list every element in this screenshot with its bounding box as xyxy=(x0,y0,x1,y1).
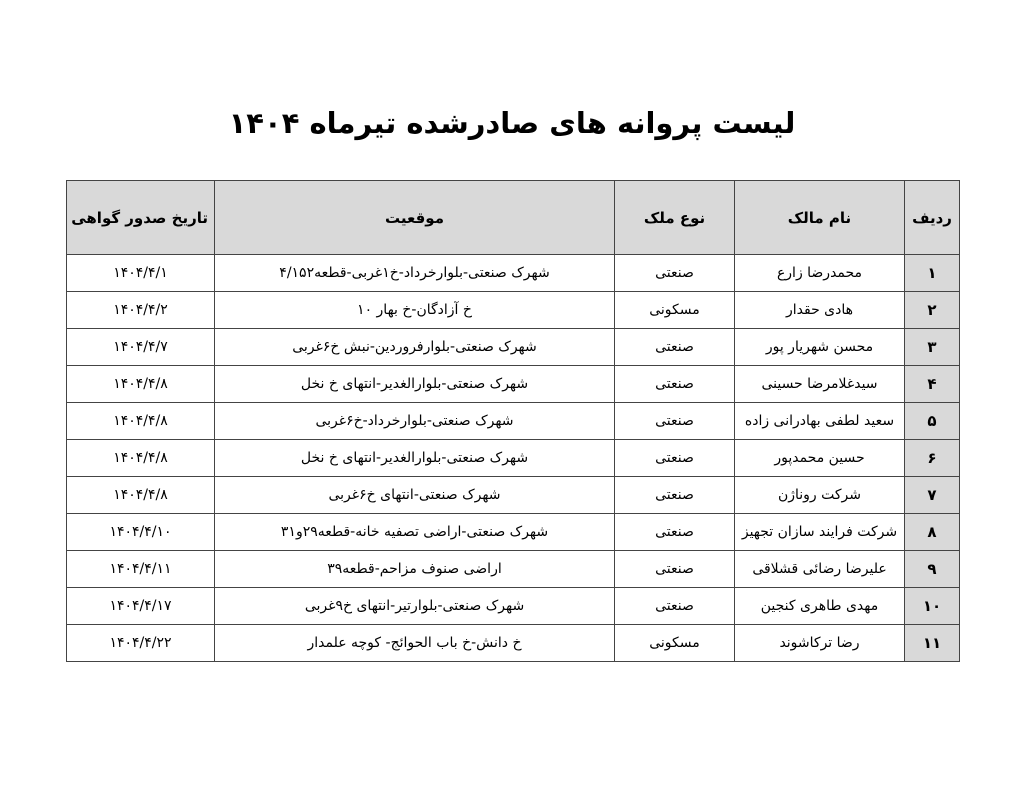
cell-property-type: مسکونی xyxy=(615,625,735,662)
cell-owner: مهدی طاهری کنجین xyxy=(735,588,905,625)
table-row xyxy=(67,477,960,514)
cell-owner: رضا ترکاشوند xyxy=(735,625,905,662)
cell-issue-date: ۱۴۰۴/۴/۸ xyxy=(67,366,215,403)
cell-location: شهرک صنعتی-بلوارخرداد-خ۱غربی-قطعه۴/۱۵۲ xyxy=(215,255,615,292)
cell-location: شهرک صنعتی-بلوارخرداد-خ۶غربی xyxy=(215,403,615,440)
table-row xyxy=(67,514,960,551)
cell-owner: محسن شهریار پور xyxy=(735,329,905,366)
cell-property-type: صنعتی xyxy=(615,440,735,477)
cell-issue-date: ۱۴۰۴/۴/۸ xyxy=(67,403,215,440)
table-row xyxy=(67,255,960,292)
cell-issue-date: ۱۴۰۴/۴/۲ xyxy=(67,292,215,329)
cell-row-number: ۵ xyxy=(905,403,960,440)
cell-property-type: صنعتی xyxy=(615,403,735,440)
cell-row-number: ۱۱ xyxy=(905,625,960,662)
header-issue-date: تاریخ صدور گواهی xyxy=(67,181,215,255)
cell-issue-date: ۱۴۰۴/۴/۲۲ xyxy=(67,625,215,662)
cell-issue-date: ۱۴۰۴/۴/۸ xyxy=(67,440,215,477)
table-row xyxy=(67,403,960,440)
cell-owner: سعید لطفی بهادرانی زاده xyxy=(735,403,905,440)
cell-property-type: صنعتی xyxy=(615,329,735,366)
cell-property-type: صنعتی xyxy=(615,477,735,514)
cell-issue-date: ۱۴۰۴/۴/۱۰ xyxy=(67,514,215,551)
cell-owner: حسین محمدپور xyxy=(735,440,905,477)
header-owner: نام مالک xyxy=(735,181,905,255)
cell-location: شهرک صنعتی-بلوارالغدیر-انتهای خ نخل xyxy=(215,366,615,403)
cell-location: اراضی صنوف مزاحم-قطعه۳۹ xyxy=(215,551,615,588)
cell-row-number: ۴ xyxy=(905,366,960,403)
cell-issue-date: ۱۴۰۴/۴/۱ xyxy=(67,255,215,292)
cell-property-type: صنعتی xyxy=(615,366,735,403)
table-row xyxy=(67,551,960,588)
cell-issue-date: ۱۴۰۴/۴/۸ xyxy=(67,477,215,514)
table-row xyxy=(67,588,960,625)
cell-property-type: صنعتی xyxy=(615,514,735,551)
cell-row-number: ۹ xyxy=(905,551,960,588)
cell-owner: شرکت روناژن xyxy=(735,477,905,514)
cell-issue-date: ۱۴۰۴/۴/۷ xyxy=(67,329,215,366)
table-row xyxy=(67,329,960,366)
permits-table xyxy=(66,180,960,662)
cell-property-type: صنعتی xyxy=(615,551,735,588)
cell-location: شهرک صنعتی-بلوارالغدیر-انتهای خ نخل xyxy=(215,440,615,477)
cell-row-number: ۶ xyxy=(905,440,960,477)
cell-location: شهرک صنعتی-بلوارفروردین-نبش خ۶غربی xyxy=(215,329,615,366)
cell-location: شهرک صنعتی-بلوارتیر-انتهای خ۹غربی xyxy=(215,588,615,625)
header-location: موقعیت xyxy=(215,181,615,255)
cell-property-type: صنعتی xyxy=(615,588,735,625)
cell-issue-date: ۱۴۰۴/۴/۱۱ xyxy=(67,551,215,588)
table-row xyxy=(67,625,960,662)
cell-location: خ دانش-خ باب الحوائج- کوچه علمدار xyxy=(215,625,615,662)
cell-owner: هادی حقدار xyxy=(735,292,905,329)
cell-row-number: ۱۰ xyxy=(905,588,960,625)
cell-row-number: ۸ xyxy=(905,514,960,551)
table-row xyxy=(67,440,960,477)
cell-location: شهرک صنعتی-اراضی تصفیه خانه-قطعه۲۹و۳۱ xyxy=(215,514,615,551)
table-row xyxy=(67,366,960,403)
header-row-number: ردیف xyxy=(905,181,960,255)
cell-row-number: ۱ xyxy=(905,255,960,292)
table-header-row xyxy=(67,181,960,255)
cell-owner: علیرضا رضائی قشلاقی xyxy=(735,551,905,588)
cell-row-number: ۲ xyxy=(905,292,960,329)
table-body xyxy=(67,255,960,662)
cell-property-type: صنعتی xyxy=(615,255,735,292)
cell-row-number: ۷ xyxy=(905,477,960,514)
header-property-type: نوع ملک xyxy=(615,181,735,255)
cell-row-number: ۳ xyxy=(905,329,960,366)
page-title: لیست پروانه های صادرشده تیرماه ۱۴۰۴ xyxy=(228,106,796,140)
cell-location: شهرک صنعتی-انتهای خ۶غربی xyxy=(215,477,615,514)
cell-issue-date: ۱۴۰۴/۴/۱۷ xyxy=(67,588,215,625)
cell-owner: سیدغلامرضا حسینی xyxy=(735,366,905,403)
table-row xyxy=(67,292,960,329)
cell-location: خ آزادگان-خ بهار ۱۰ xyxy=(215,292,615,329)
cell-owner: شرکت فرایند سازان تجهیز xyxy=(735,514,905,551)
cell-property-type: مسکونی xyxy=(615,292,735,329)
cell-owner: محمدرضا زارع xyxy=(735,255,905,292)
